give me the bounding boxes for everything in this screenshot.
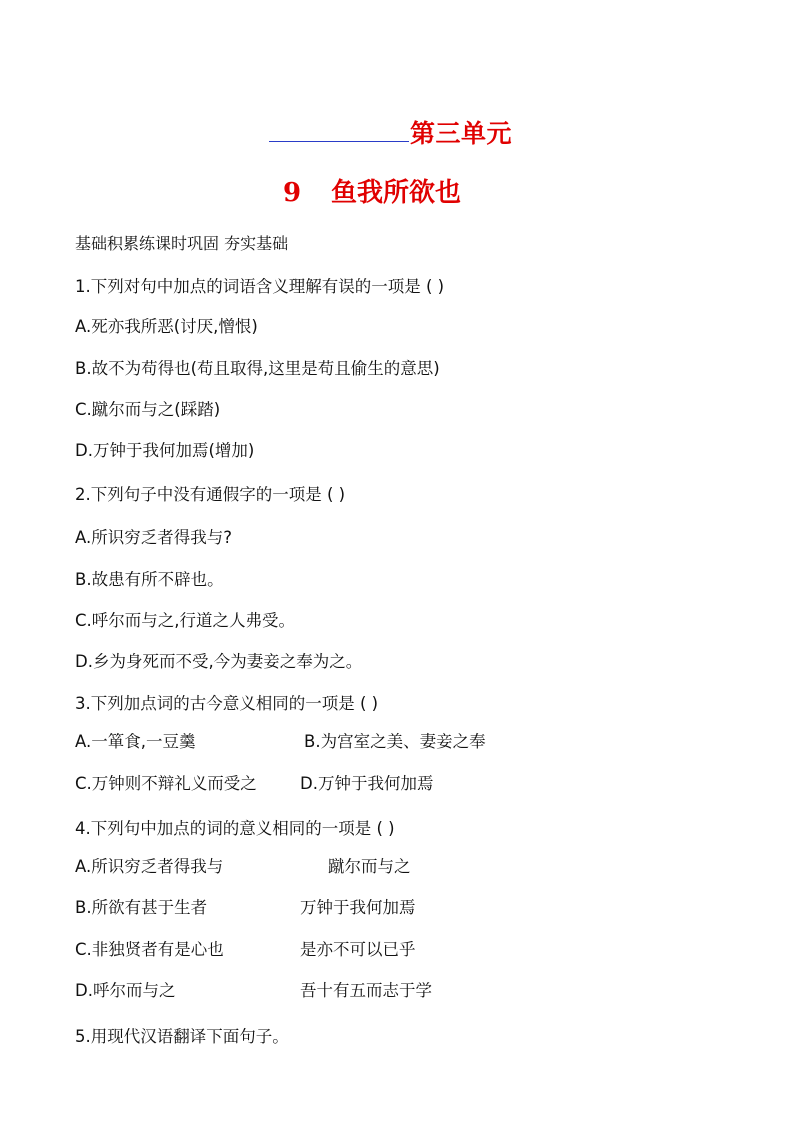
- fill-in-blank-line: [269, 141, 409, 142]
- question-2-option-a: A.所识穷乏者得我与?: [75, 528, 232, 547]
- question-3-stem: 3.下列加点词的古今意义相同的一项是 ( ): [75, 694, 379, 713]
- question-4-option-a-right: 蹴尔而与之: [328, 857, 411, 876]
- question-1-option-d: D.万钟于我何加焉(增加): [75, 441, 255, 460]
- lesson-number: 9: [282, 178, 302, 208]
- question-4-option-d-right: 吾十有五而志于学: [300, 981, 432, 1000]
- question-1-option-b: B.故不为苟得也(苟且取得,这里是苟且偷生的意思): [75, 359, 440, 378]
- question-1-stem: 1.下列对句中加点的词语含义理解有误的一项是 ( ): [75, 277, 445, 296]
- question-5-stem: 5.用现代汉语翻译下面句子。: [75, 1027, 289, 1046]
- question-3-option-b: B.为宫室之美、妻妾之奉: [304, 732, 486, 751]
- lesson-title: 鱼我所欲也: [331, 178, 462, 208]
- question-2-option-b: B.故患有所不辟也。: [75, 570, 224, 589]
- question-2-option-c: C.呼尔而与之,行道之人弗受。: [75, 611, 296, 630]
- unit-header: [0, 114, 794, 148]
- question-3-option-d: D.万钟于我何加焉: [300, 774, 434, 793]
- question-4-option-a-left: A.所识穷乏者得我与: [75, 857, 224, 876]
- question-4-stem: 4.下列句中加点的词的意义相同的一项是 ( ): [75, 819, 395, 838]
- question-4-option-b-right: 万钟于我何加焉: [300, 898, 416, 917]
- question-4-option-c-left: C.非独贤者有是心也: [75, 940, 224, 959]
- question-4-option-c-right: 是亦不可以已乎: [300, 940, 416, 959]
- unit-title: 第三单元: [410, 119, 513, 148]
- question-3-option-a: A.一箪食,一豆羹: [75, 732, 196, 751]
- question-4-option-d-left: D.呼尔而与之: [75, 981, 176, 1000]
- question-1-option-c: C.蹴尔而与之(踩踏): [75, 400, 221, 419]
- question-2-stem: 2.下列句子中没有通假字的一项是 ( ): [75, 485, 346, 504]
- question-1-option-a: A.死亦我所恶(讨厌,憎恨): [75, 317, 258, 336]
- question-2-option-d: D.乡为身死而不受,今为妻妾之奉为之。: [75, 652, 363, 671]
- section-heading: 基础积累练课时巩固 夯实基础: [75, 234, 289, 253]
- lesson-title-row: [0, 172, 794, 209]
- question-3-option-c: C.万钟则不辩礼义而受之: [75, 774, 257, 793]
- question-4-option-b-left: B.所欲有甚于生者: [75, 898, 208, 917]
